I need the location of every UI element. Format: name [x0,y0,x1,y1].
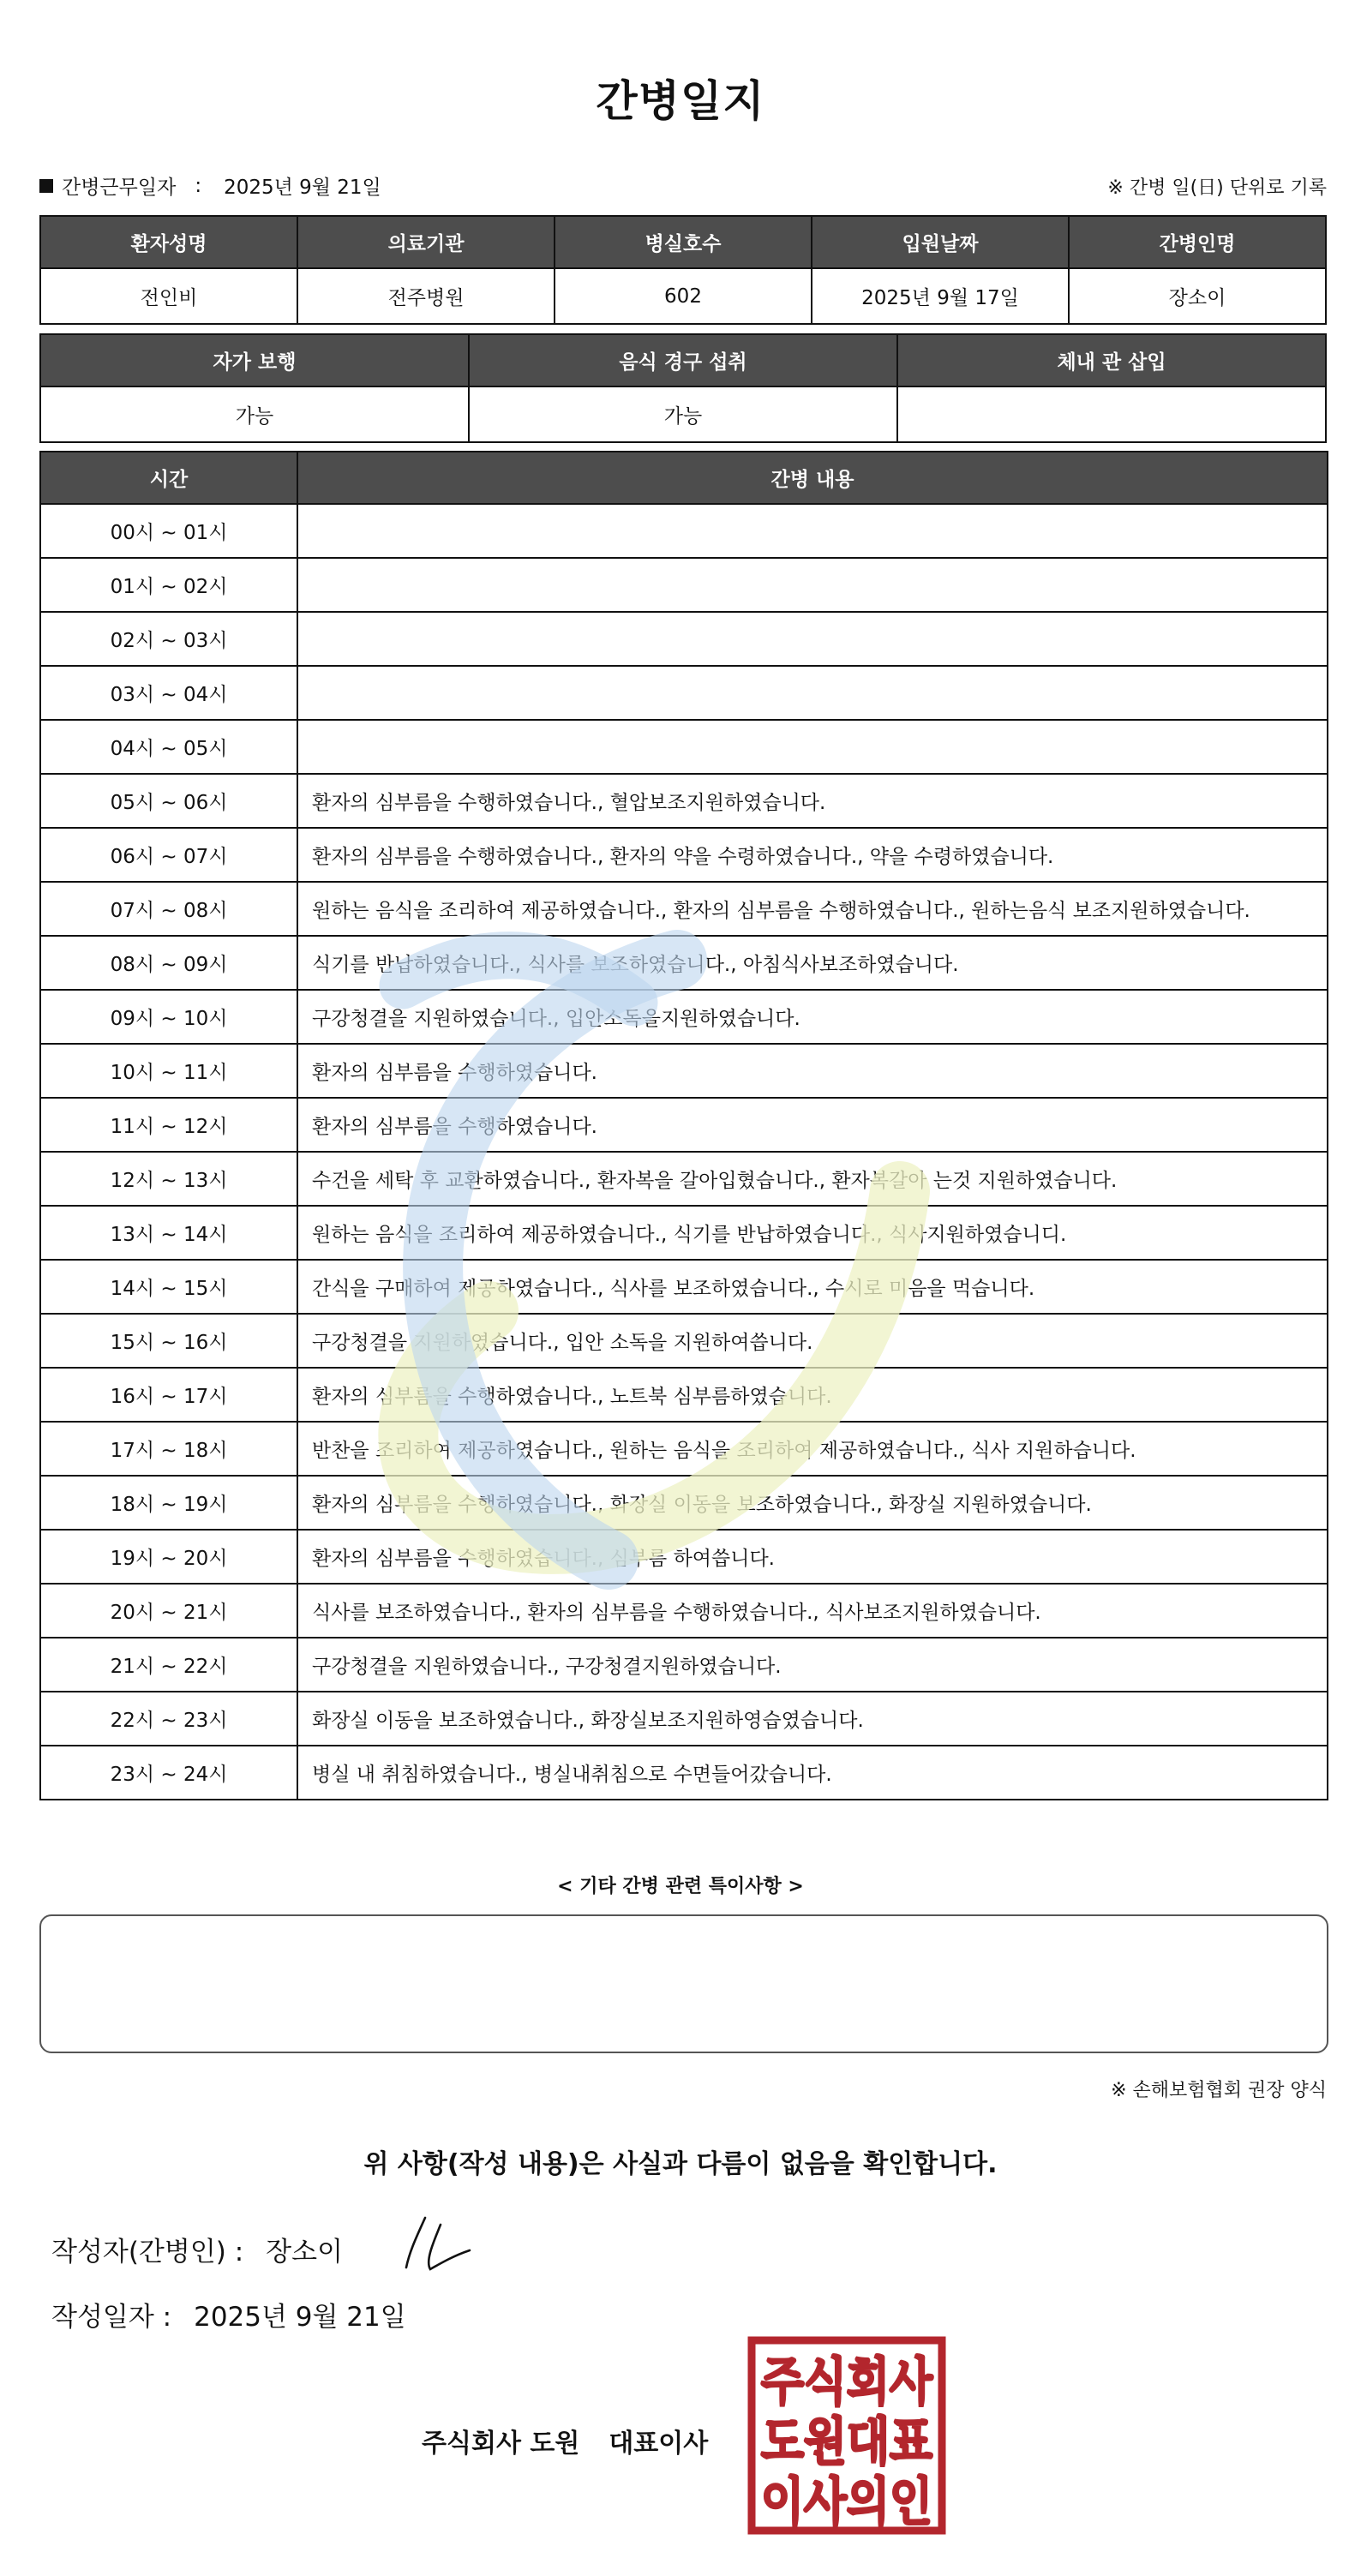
log-content: 환자의 심부름을 수행하였습니다., 화장실 이동을 보조하였습니다., 화장실 지원하였습니다. [297,1476,1328,1530]
log-row [40,1530,1328,1584]
header-care-content: 간병 내용 [297,452,1328,504]
svg-text:주식회사: 주식회사 [761,2352,933,2412]
log-row [40,1746,1328,1800]
log-content: 구강청결을 지원하였습니다., 입안 소독을 지원하여씁니다. [297,1314,1328,1368]
special-notes-box [39,1914,1328,2053]
header-caregiver-name: 간병인명 [1069,216,1326,268]
bullet-square-icon [39,179,53,193]
log-content: 원하는 음식을 조리하여 제공하였습니다., 식기를 반납하였습니다., 식사지원하였습니디. [297,1206,1328,1260]
header-room-number: 병실호수 [555,216,812,268]
svg-text:도원대표: 도원대표 [761,2412,933,2472]
log-content: 간식을 구매하여 제공하였습니다., 식사를 보조하였습니다., 수시로 미음을 먹습니다. [297,1260,1328,1314]
log-row [40,1152,1328,1206]
log-row [40,558,1328,612]
log-content: 구강청결을 지원하였습니다., 입안소독을지원하였습니다. [297,990,1328,1044]
log-time: 03시 ~ 04시 [40,666,297,720]
log-time: 19시 ~ 20시 [40,1530,297,1584]
written-date-line [51,2295,406,2333]
special-notes-title: < 기타 간병 관련 특이사항 > [557,1876,804,1897]
log-time: 01시 ~ 02시 [40,558,297,612]
handwritten-signature-icon [399,2209,485,2278]
log-time: 20시 ~ 21시 [40,1584,297,1638]
log-time: 02시 ~ 03시 [40,612,297,666]
log-time: 16시 ~ 17시 [40,1368,297,1422]
unit-note: ※ 간병 일(日) 단위로 기록 [1107,177,1327,199]
log-row [40,990,1328,1044]
company-seal-stamp-icon [747,2336,946,2535]
company-signature-line [422,2422,708,2459]
log-time: 18시 ~ 19시 [40,1476,297,1530]
writer-name: 장소이 [266,2237,344,2267]
status-value-row [40,386,1326,442]
log-header-row [40,452,1328,504]
log-content [297,558,1328,612]
tube-insertion-value [897,386,1326,442]
written-date-value: 2025년 9월 21일 [194,2302,406,2333]
status-header-row [40,334,1326,386]
log-content: 식사를 보조하였습니다., 환자의 심부름을 수행하였습니다., 식사보조지원하였습니다. [297,1584,1328,1638]
log-row [40,1692,1328,1746]
writer-line [51,2230,343,2268]
header-self-walking: 자가 보행 [40,334,469,386]
header-admission-date: 입원날짜 [812,216,1069,268]
log-row [40,1584,1328,1638]
log-time: 07시 ~ 08시 [40,882,297,936]
log-row [40,720,1328,774]
patient-value-row [40,268,1326,324]
log-content: 환자의 심부름을 수행하였습니다., 심부름 하여씁니다. [297,1530,1328,1584]
log-time: 05시 ~ 06시 [40,774,297,828]
writer-label: 작성자(간병인) : [51,2237,244,2267]
log-row [40,936,1328,990]
confirmation-statement: 위 사항(작성 내용)은 사실과 다름이 없음을 확인합니다. [363,2149,998,2179]
log-content: 환자의 심부름을 수행하였습니다., 환자의 약을 수령하였습니다., 약을 수령하였습니다. [297,828,1328,882]
log-time: 12시 ~ 13시 [40,1152,297,1206]
log-time: 09시 ~ 10시 [40,990,297,1044]
log-time: 08시 ~ 09시 [40,936,297,990]
log-content: 환자의 심부름을 수행하였습니다. [297,1098,1328,1152]
log-content: 식기를 반납하였습니다., 식사를 보조하였습니다., 아침식사보조하였습니다. [297,936,1328,990]
log-row [40,1638,1328,1692]
log-content: 환자의 심부름을 수행하였습니다. [297,1044,1328,1098]
log-row [40,666,1328,720]
patient-header-row [40,216,1326,268]
patient-info-table [39,215,1327,325]
document-title: 간병일지 [596,76,765,126]
log-row [40,882,1328,936]
log-time: 00시 ~ 01시 [40,504,297,558]
log-time: 17시 ~ 18시 [40,1422,297,1476]
header-hospital: 의료기관 [297,216,555,268]
company-name: 주식회사 도원 [422,2429,580,2459]
log-row [40,612,1328,666]
log-time: 22시 ~ 23시 [40,1692,297,1746]
log-content: 환자의 심부름을 수행하였습니다., 노트북 심부름하였습니다. [297,1368,1328,1422]
log-time: 11시 ~ 12시 [40,1098,297,1152]
log-content [297,612,1328,666]
patient-status-table [39,333,1327,443]
header-tube-insertion: 체내 관 삽입 [897,334,1326,386]
log-content: 병실 내 취침하였습니다., 병실내취침으로 수면들어갔습니다. [297,1746,1328,1800]
log-content [297,666,1328,720]
header-oral-intake: 음식 경구 섭취 [469,334,897,386]
log-time: 15시 ~ 16시 [40,1314,297,1368]
log-row [40,1368,1328,1422]
oral-intake-value: 가능 [469,386,897,442]
log-time: 13시 ~ 14시 [40,1206,297,1260]
log-row [40,1260,1328,1314]
log-time: 21시 ~ 22시 [40,1638,297,1692]
hospital-name: 전주병원 [297,268,555,324]
log-row [40,1476,1328,1530]
care-log-table [39,451,1328,1800]
log-content [297,720,1328,774]
log-content: 원하는 음식을 조리하여 제공하였습니다., 환자의 심부름을 수행하였습니다., 원하는음식 보조지원하였습니다. [297,882,1328,936]
work-date-label: 간병근무일자 [62,177,177,199]
log-time: 23시 ~ 24시 [40,1746,297,1800]
log-content: 환자의 심부름을 수행하였습니다., 혈압보조지원하였습니다. [297,774,1328,828]
room-number: 602 [555,268,812,324]
log-time: 14시 ~ 15시 [40,1260,297,1314]
self-walking-value: 가능 [40,386,469,442]
log-content: 화장실 이동을 보조하였습니다., 화장실보조지원하영습였습니다. [297,1692,1328,1746]
caregiver-name: 장소이 [1069,268,1326,324]
work-date-colon: : [195,174,202,197]
representative-title: 대표이사 [609,2429,709,2459]
log-content [297,504,1328,558]
log-time: 06시 ~ 07시 [40,828,297,882]
patient-name: 전인비 [40,268,297,324]
log-row [40,1098,1328,1152]
log-row [40,1422,1328,1476]
log-row [40,828,1328,882]
log-content: 구강청결을 지원하였습니다., 구강청결지원하였습니다. [297,1638,1328,1692]
work-date-line [39,171,381,200]
log-row [40,774,1328,828]
form-source-note: ※ 손해보험협회 권장 양식 [1111,2080,1327,2101]
header-time: 시간 [40,452,297,504]
log-row [40,1044,1328,1098]
log-row [40,1314,1328,1368]
admission-date: 2025년 9월 17일 [812,268,1069,324]
log-content: 반찬을 조리하여 제공하였습니다., 원하는 음식을 조리하여 제공하였습니다., 식사 지원하습니다. [297,1422,1328,1476]
log-row [40,1206,1328,1260]
log-time: 04시 ~ 05시 [40,720,297,774]
work-date-value: 2025년 9월 21일 [224,177,381,199]
svg-text:이사의인: 이사의인 [761,2472,932,2532]
log-row [40,504,1328,558]
written-date-label: 작성일자 : [51,2302,172,2333]
log-content: 수건을 세탁 후 교환하였습니다., 환자복을 갈아입혔습니다., 환자복갈아 는것 지원하였습니다. [297,1152,1328,1206]
header-patient-name: 환자성명 [40,216,297,268]
log-time: 10시 ~ 11시 [40,1044,297,1098]
